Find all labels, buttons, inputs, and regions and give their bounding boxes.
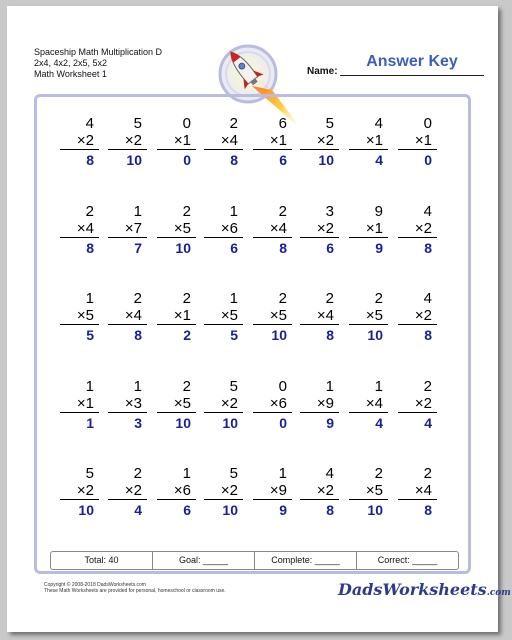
- multiplicand: 2: [133, 465, 142, 482]
- problem-4-1: [55, 378, 99, 432]
- answer-line: [157, 412, 196, 413]
- multiplier: ×1: [365, 220, 383, 237]
- multiplicand: 1: [85, 290, 94, 307]
- answer: 0: [424, 152, 432, 168]
- multiplicand: 4: [423, 290, 432, 307]
- answer: 8: [86, 240, 94, 256]
- multiplicand: 2: [182, 203, 191, 220]
- problem-3-8: [393, 290, 437, 344]
- problem-3-6: [295, 290, 339, 344]
- name-label: Name:: [307, 66, 338, 77]
- multiplicand: 2: [325, 290, 334, 307]
- answer-line: [398, 499, 437, 500]
- multiplicand: 1: [229, 290, 238, 307]
- multiplicand: 1: [182, 465, 191, 482]
- multiplier: ×3: [124, 395, 142, 412]
- answer: 10: [126, 152, 142, 168]
- multiplier: ×1: [173, 307, 191, 324]
- multiplicand: 2: [278, 290, 287, 307]
- answer-line: [108, 412, 147, 413]
- copyright-notice: [44, 582, 226, 594]
- multiplicand: 5: [325, 115, 334, 132]
- usage-line: These Math Worksheets are provided for personal, homeschool or classroom use.: [44, 588, 226, 594]
- problem-5-2: [103, 465, 147, 519]
- multiplicand: 2: [374, 290, 383, 307]
- answer-line: [60, 149, 99, 150]
- multiplier: ×4: [269, 220, 287, 237]
- answer: 6: [230, 240, 238, 256]
- multiplier: ×6: [173, 482, 191, 499]
- problem-3-4: [199, 290, 243, 344]
- answer-line: [398, 324, 437, 325]
- answer-line: [157, 499, 196, 500]
- answer-line: [108, 149, 147, 150]
- problem-1-2: [103, 115, 147, 169]
- multiplier: ×2: [76, 132, 94, 149]
- multiplicand: 1: [133, 378, 142, 395]
- multiplicand: 4: [423, 203, 432, 220]
- multiplier: ×1: [269, 132, 287, 149]
- answer-line: [349, 499, 388, 500]
- copyright-line: Copyright © 2008-2018 DadsWorksheets.com: [44, 582, 146, 588]
- answer: 8: [424, 240, 432, 256]
- answer-line: [204, 149, 243, 150]
- multiplier: ×2: [124, 482, 142, 499]
- answer: 4: [375, 152, 383, 168]
- multiplier: ×5: [173, 395, 191, 412]
- problem-2-8: [393, 203, 437, 257]
- multiplicand: 5: [85, 465, 94, 482]
- multiplier: ×5: [269, 307, 287, 324]
- problem-1-6: [295, 115, 339, 169]
- problem-2-1: [55, 203, 99, 257]
- multiplier: ×1: [76, 395, 94, 412]
- total-cell: Total: 40: [51, 552, 153, 569]
- problem-3-7: [344, 290, 388, 344]
- problem-5-7: [344, 465, 388, 519]
- answer: 10: [318, 152, 334, 168]
- complete-cell: Complete: _____: [255, 552, 357, 569]
- answer-line: [300, 149, 339, 150]
- answer-line: [300, 412, 339, 413]
- answer-line: [349, 412, 388, 413]
- answer: 8: [134, 327, 142, 343]
- problem-2-6: [295, 203, 339, 257]
- multiplier: ×2: [316, 482, 334, 499]
- answer: 4: [134, 502, 142, 518]
- problem-4-2: [103, 378, 147, 432]
- answer-line: [60, 237, 99, 238]
- answer-line: [253, 324, 292, 325]
- answer-line: [398, 412, 437, 413]
- multiplier: ×4: [365, 395, 383, 412]
- answer: 6: [279, 152, 287, 168]
- problem-2-4: [199, 203, 243, 257]
- worksheet-header: [34, 47, 162, 80]
- dadsworksheets-logo: [338, 575, 511, 605]
- multiplicand: 1: [374, 378, 383, 395]
- answer: 6: [326, 240, 334, 256]
- answer-line: [349, 237, 388, 238]
- multiplicand: 0: [182, 115, 191, 132]
- answer-line: [300, 237, 339, 238]
- answer: 1: [86, 415, 94, 431]
- multiplier: ×2: [414, 220, 432, 237]
- answer-line: [253, 412, 292, 413]
- score-footer: [50, 551, 459, 570]
- answer-line: [204, 324, 243, 325]
- goal-cell: Goal: _____: [153, 552, 255, 569]
- answer: 4: [375, 415, 383, 431]
- multiplicand: 6: [278, 115, 287, 132]
- answer-line: [204, 237, 243, 238]
- multiplicand: 1: [229, 203, 238, 220]
- worksheet-facts: 2x4, 4x2, 2x5, 5x2: [34, 58, 108, 68]
- answer-line: [253, 237, 292, 238]
- answer: 9: [375, 240, 383, 256]
- multiplicand: 4: [374, 115, 383, 132]
- problem-2-3: [152, 203, 196, 257]
- worksheet-subtitle: Math Worksheet 1: [34, 69, 107, 79]
- answer-line: [108, 499, 147, 500]
- multiplier: ×5: [173, 220, 191, 237]
- multiplier: ×2: [316, 132, 334, 149]
- multiplier: ×2: [414, 307, 432, 324]
- problem-3-5: [248, 290, 292, 344]
- multiplicand: 1: [325, 378, 334, 395]
- name-line: [340, 75, 484, 76]
- problem-2-5: [248, 203, 292, 257]
- multiplicand: 2: [133, 290, 142, 307]
- problem-4-7: [344, 378, 388, 432]
- multiplicand: 1: [278, 465, 287, 482]
- multiplicand: 3: [325, 203, 334, 220]
- multiplicand: 0: [423, 115, 432, 132]
- answer: 9: [326, 415, 334, 431]
- multiplicand: 2: [229, 115, 238, 132]
- answer-line: [253, 149, 292, 150]
- answer: 8: [326, 502, 334, 518]
- problem-1-1: [55, 115, 99, 169]
- answer-line: [300, 499, 339, 500]
- multiplicand: 2: [278, 203, 287, 220]
- answer: 10: [175, 240, 191, 256]
- multiplier: ×2: [220, 482, 238, 499]
- problem-4-8: [393, 378, 437, 432]
- answer-line: [60, 412, 99, 413]
- multiplicand: 4: [325, 465, 334, 482]
- problem-1-7: [344, 115, 388, 169]
- answer: 0: [183, 152, 191, 168]
- multiplier: ×5: [76, 307, 94, 324]
- multiplier: ×4: [414, 482, 432, 499]
- answer: 2: [183, 327, 191, 343]
- answer-line: [349, 149, 388, 150]
- problem-1-3: [152, 115, 196, 169]
- multiplier: ×4: [220, 132, 238, 149]
- answer: 8: [424, 327, 432, 343]
- answer-line: [349, 324, 388, 325]
- multiplier: ×1: [365, 132, 383, 149]
- problem-5-5: [248, 465, 292, 519]
- problem-4-3: [152, 378, 196, 432]
- problem-3-2: [103, 290, 147, 344]
- answer-line: [60, 324, 99, 325]
- multiplicand: 2: [423, 465, 432, 482]
- answer-line: [398, 237, 437, 238]
- multiplicand: 5: [229, 465, 238, 482]
- multiplicand: 2: [374, 465, 383, 482]
- logo-suffix: .com: [486, 588, 511, 598]
- answer: 5: [86, 327, 94, 343]
- multiplier: ×2: [124, 132, 142, 149]
- answer-line: [108, 237, 147, 238]
- multiplier: ×2: [316, 220, 334, 237]
- multiplier: ×1: [414, 132, 432, 149]
- multiplicand: 2: [182, 290, 191, 307]
- logo-dads: Dads: [338, 580, 383, 599]
- answer: 10: [367, 502, 383, 518]
- multiplier: ×2: [414, 395, 432, 412]
- answer: 5: [230, 327, 238, 343]
- answer: 10: [78, 502, 94, 518]
- multiplicand: 0: [278, 378, 287, 395]
- problem-5-1: [55, 465, 99, 519]
- problem-1-4: [199, 115, 243, 169]
- problem-5-4: [199, 465, 243, 519]
- answer-line: [157, 149, 196, 150]
- answer: 8: [424, 502, 432, 518]
- problem-1-8: [393, 115, 437, 169]
- multiplier: ×4: [76, 220, 94, 237]
- answer: 8: [279, 240, 287, 256]
- problem-4-6: [295, 378, 339, 432]
- answer: 10: [222, 415, 238, 431]
- multiplier: ×5: [365, 482, 383, 499]
- problem-2-7: [344, 203, 388, 257]
- multiplier: ×9: [269, 482, 287, 499]
- multiplier: ×5: [365, 307, 383, 324]
- multiplicand: 1: [133, 203, 142, 220]
- answer: 4: [424, 415, 432, 431]
- multiplier: ×6: [269, 395, 287, 412]
- problem-5-6: [295, 465, 339, 519]
- problem-4-4: [199, 378, 243, 432]
- answer-line: [108, 324, 147, 325]
- multiplier: ×9: [316, 395, 334, 412]
- multiplier: ×5: [220, 307, 238, 324]
- multiplicand: 5: [133, 115, 142, 132]
- answer: 10: [271, 327, 287, 343]
- logo-worksheets: Worksheets: [382, 580, 487, 599]
- answer: 10: [367, 327, 383, 343]
- multiplier: ×7: [124, 220, 142, 237]
- problem-1-5: [248, 115, 292, 169]
- answer-line: [204, 499, 243, 500]
- answer: 6: [183, 502, 191, 518]
- answer: 10: [222, 502, 238, 518]
- multiplicand: 2: [423, 378, 432, 395]
- problem-4-5: [248, 378, 292, 432]
- problem-3-3: [152, 290, 196, 344]
- multiplier: ×6: [220, 220, 238, 237]
- multiplicand: 2: [182, 378, 191, 395]
- problem-2-2: [103, 203, 147, 257]
- problem-5-8: [393, 465, 437, 519]
- answer: 9: [279, 502, 287, 518]
- answer: 10: [175, 415, 191, 431]
- answer-line: [157, 237, 196, 238]
- multiplicand: 1: [85, 378, 94, 395]
- answer: 8: [230, 152, 238, 168]
- multiplier: ×4: [316, 307, 334, 324]
- answer: 3: [134, 415, 142, 431]
- answer-line: [204, 412, 243, 413]
- answer-line: [300, 324, 339, 325]
- multiplicand: 5: [229, 378, 238, 395]
- multiplicand: 4: [85, 115, 94, 132]
- answer: 0: [279, 415, 287, 431]
- answer-line: [253, 499, 292, 500]
- answer-line: [157, 324, 196, 325]
- worksheet-title: Spaceship Math Multiplication D: [34, 47, 163, 57]
- multiplier: ×1: [173, 132, 191, 149]
- multiplicand: 9: [374, 203, 383, 220]
- answer-line: [60, 499, 99, 500]
- multiplier: ×2: [76, 482, 94, 499]
- correct-cell: Correct: _____: [377, 555, 438, 565]
- multiplier: ×4: [124, 307, 142, 324]
- problem-3-1: [55, 290, 99, 344]
- multiplier: ×2: [220, 395, 238, 412]
- multiplicand: 2: [85, 203, 94, 220]
- answer: 8: [326, 327, 334, 343]
- problem-5-3: [152, 465, 196, 519]
- answer: 8: [86, 152, 94, 168]
- answer-key-title: Answer Key: [366, 53, 458, 70]
- answer-line: [398, 149, 437, 150]
- answer: 7: [134, 240, 142, 256]
